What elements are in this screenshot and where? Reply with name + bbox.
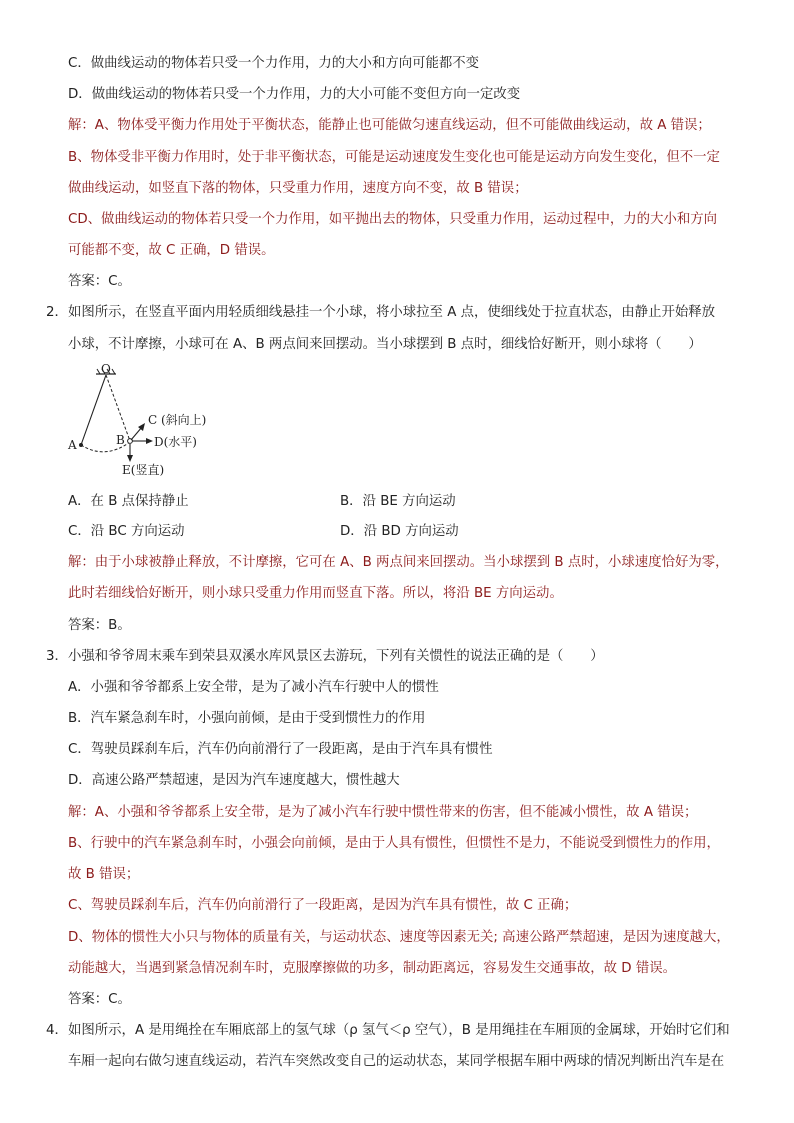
q1-solution-line-1: 解：A、物体受平衡力作用处于平衡状态，能静止也可能做匀速直线运动，但不可能做曲线运动，故 A 错误；	[68, 118, 711, 133]
string-to-b	[106, 375, 130, 441]
q3-solution-line-5: D、物体的惯性大小只与物体的质量有关，与运动状态、速度等因素无关; 高速公路严禁超速，是因为速度越大，	[68, 930, 730, 945]
q3-solution-line-3: 故 B 错误；	[68, 867, 140, 882]
q2-option-b: B．沿 BE 方向运动	[340, 494, 456, 509]
pendulum-diagram	[58, 364, 228, 482]
arrow-c	[131, 427, 142, 440]
q3-number: 3．	[46, 649, 68, 664]
q1-solution-line-3: 做曲线运动，如竖直下落的物体，只受重力作用，速度方向不变，故 B 错误；	[68, 181, 528, 196]
label-b: B	[116, 433, 125, 447]
q3-solution-line-4: C、驾驶员踩刹车后，汽车仍向前滑行了一段距离，是因为汽车具有惯性，故 C 正确；	[68, 898, 578, 913]
q1-option-c: C．做曲线运动的物体若只受一个力作用，力的大小和方向可能都不变	[68, 56, 480, 71]
label-d: D(水平)	[154, 435, 197, 449]
q2-option-d: D．沿 BD 方向运动	[340, 524, 459, 539]
q1-solution-line-4: CD、做曲线运动的物体若只受一个力作用，如平抛出去的物体，只受重力作用，运动过程中，力的大小和方向	[68, 212, 718, 227]
q3-solution-line-2: B、行驶中的汽车紧急刹车时，小强会向前倾，是由于人具有惯性，但惯性不是力，不能说受到惯性力的作用，	[68, 836, 720, 851]
q2-stem-line-2: 小球，不计摩擦，小球可在 A、B 两点间来回摆动。当小球摆到 B 点时，细线恰好断开，则小球将（ ）	[68, 337, 702, 352]
ball-at-a	[79, 443, 83, 447]
q3-solution-line-6: 动能越大，当遇到紧急情况刹车时，克服摩擦做的功多，制动距离远，容易发生交通事故，故 D 错误。	[68, 961, 677, 976]
ceiling-hatch	[112, 369, 115, 374]
q3-option-c: C．驾驶员踩刹车后，汽车仍向前滑行了一段距离，是由于汽车具有惯性	[68, 742, 493, 757]
q4-stem-line-1: 如图所示，A 是用绳拴在车厢底部上的氢气球（ρ 氢气＜ρ 空气），B 是用绳挂在车厢顶的金属球，开始时它们和	[68, 1023, 730, 1038]
q4-number: 4．	[46, 1023, 68, 1038]
q3-answer: 答案：C。	[68, 992, 131, 1007]
label-c: C (斜向上)	[148, 413, 207, 427]
q3-solution-line-1: 解：A、小强和爷爷都系上安全带，是为了减小汽车行驶中惯性带来的伤害，但不能减小惯性，故 A 错误；	[68, 805, 698, 820]
q2-solution-line-1: 解：由于小球被静止释放，不计摩擦，它可在 A、B 两点间来回摆动。当小球摆到 B 点时，小球速度恰好为零，	[68, 555, 729, 570]
arrow-e-head	[127, 455, 133, 462]
q2-stem-line-1: 如图所示，在竖直平面内用轻质细线悬挂一个小球，将小球拉至 A 点，使细线处于拉直状态，由静止开始释放	[68, 305, 716, 320]
q2-solution-line-2: 此时若细线恰好断开，则小球只受重力作用而竖直下落。所以，将沿 BE 方向运动。	[68, 586, 563, 601]
arrow-d-head	[146, 438, 153, 444]
label-e: E(竖直)	[122, 463, 165, 477]
q3-option-a: A．小强和爷爷都系上安全带，是为了减小汽车行驶中人的惯性	[68, 680, 439, 695]
q2-option-a: A．在 B 点保持静止	[68, 494, 189, 509]
q1-solution-line-2: B、物体受非平衡力作用时，处于非平衡状态，可能是运动速度发生变化也可能是运动方向发生变化，但不一定	[68, 150, 720, 165]
q2-answer: 答案：B。	[68, 618, 131, 633]
q3-option-d: D．高速公路严禁超速，是因为汽车速度越大，惯性越大	[68, 773, 400, 788]
q1-option-d: D．做曲线运动的物体若只受一个力作用，力的大小可能不变但方向一定改变	[68, 87, 521, 102]
q1-solution-line-5: 可能都不变，故 C 正确，D 错误。	[68, 243, 275, 258]
q3-stem: 小强和爷爷周末乘车到荣县双溪水库风景区去游玩，下列有关惯性的说法正确的是（ ）	[68, 649, 604, 664]
label-o: O	[101, 364, 111, 376]
q3-option-b: B．汽车紧急刹车时，小强向前倾，是由于受到惯性力的作用	[68, 711, 426, 726]
q4-stem-line-2: 车厢一起向右做匀速直线运动，若汽车突然改变自己的运动状态，某同学根据车厢中两球的情况判断出汽车是在	[68, 1054, 725, 1069]
ceiling-hatch	[97, 369, 100, 374]
q1-answer: 答案：C。	[68, 274, 131, 289]
q2-option-c: C．沿 BC 方向运动	[68, 524, 185, 539]
q2-number: 2．	[46, 305, 68, 320]
label-a: A	[68, 438, 77, 452]
string-to-a	[81, 375, 106, 445]
